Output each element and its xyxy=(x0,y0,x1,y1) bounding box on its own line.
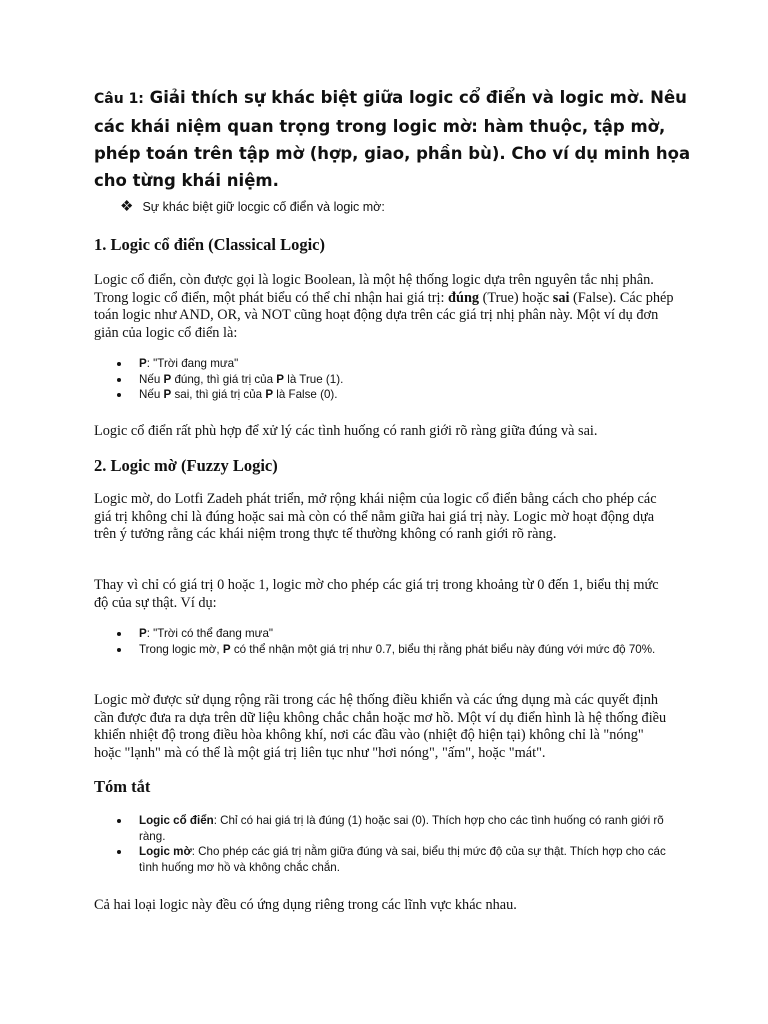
classical-para1-text-a: Logic cổ điển, còn được gọi là logic Boolean, là một hệ thống logic dựa trên nguyên tắc nhị phân. Trong logic cổ điển, một phát biểu có thể chỉ nhận hai giá trị: xyxy=(94,272,654,306)
question-prefix: Câu 1: xyxy=(94,91,144,107)
bullet-text: Nếu xyxy=(139,388,164,401)
list-item xyxy=(94,642,674,658)
classical-para1-text-b: (True) hoặc xyxy=(479,289,553,306)
bullet-text: là False (0). xyxy=(273,388,338,401)
bullet-text: có thể nhận một giá trị như 0.7, biểu thị rằng phát biểu này đúng với mức độ 70%. xyxy=(230,642,656,656)
bullet-bold: P xyxy=(139,627,147,640)
section-title-summary: Tóm tắt xyxy=(94,777,151,796)
classical-paragraph-2: Logic cổ điển rất phù hợp để xử lý các tình huống có ranh giới rõ ràng giữa đúng và sai. xyxy=(94,423,598,439)
bullet-bold: P xyxy=(163,372,172,386)
bullet-bold: Logic cổ điển xyxy=(139,814,214,827)
bullet-text: : Chỉ có hai giá trị là đúng (1) hoặc sai (0). Thích hợp cho các tình huống có ranh giới rõ ràng. xyxy=(139,814,664,843)
bullet-text: : "Trời đang mưa" xyxy=(146,357,239,370)
classical-para1-text-c: (False). Các phép toán logic như AND, OR, và NOT cũng hoạt động dựa trên các giá trị nhị phân này. Một ví dụ đơn giản của logic cổ điển là: xyxy=(94,289,674,341)
fuzzy-paragraph-2: Thay vì chỉ có giá trị 0 hoặc 1, logic mờ cho phép các giá trị trong khoảng từ 0 đến 1, biểu thị mức độ của sự thật. Ví dụ: xyxy=(94,577,659,611)
bullet-text: Trong logic mờ, xyxy=(139,642,223,656)
summary-closing: Cả hai loại logic này đều có ứng dụng riêng trong các lĩnh vực khác nhau. xyxy=(94,897,517,913)
list-item xyxy=(94,626,674,642)
list-item xyxy=(94,372,674,388)
intro-bullet-text: Sự khác biệt giữ locgic cố điển và logic mờ: xyxy=(142,199,385,214)
question-heading xyxy=(94,84,694,194)
true-word: đúng xyxy=(448,289,480,306)
bullet-text: đúng, thì giá trị của xyxy=(171,372,277,386)
bullet-bold: Logic mờ xyxy=(139,845,192,858)
classical-bullet-list xyxy=(94,356,674,403)
classical-paragraph-1 xyxy=(94,272,674,342)
list-item xyxy=(94,387,674,403)
fuzzy-bullet-list xyxy=(94,626,674,657)
bullet-text: Nếu xyxy=(139,372,164,386)
diamond-bullet-icon: ❖ xyxy=(120,198,134,215)
section-title-fuzzy: 2. Logic mờ (Fuzzy Logic) xyxy=(94,456,278,475)
bullet-text: sai, thì giá trị của xyxy=(171,388,266,401)
bullet-bold: P xyxy=(276,372,285,386)
fuzzy-paragraph-1: Logic mờ, do Lotfi Zadeh phát triển, mở rộng khái niệm của logic cổ điển bằng cách cho phép các giá trị không chỉ là đúng hoặc sai mà còn có thể nằm giữa hai giá trị này. Logic mờ hoạt động dựa trên ý tưởng rằng các khái niệm trong thực tế thường không có ranh giới rõ ràng. xyxy=(94,491,657,542)
bullet-bold: P xyxy=(265,388,274,401)
summary-bullet-list xyxy=(94,813,674,875)
fuzzy-paragraph-3: Logic mờ được sử dụng rộng rãi trong các hệ thống điều khiển và các ứng dụng mà các quyết định cần được đưa ra dựa trên dữ liệu không chắc chắn hoặc mơ hồ. Một ví dụ điển hình là hệ thống điều khiển nhiệt độ trong điều hòa không khí, nơi các đầu vào (nhiệt độ hiện tại) không chỉ là "nóng" hoặc "lạnh" mà có thể là một giá trị liên tục như "hơi nóng", "ấm", hoặc "mát". xyxy=(94,692,667,761)
list-item xyxy=(94,356,674,372)
list-item xyxy=(94,813,674,844)
section-title-classical: 1. Logic cổ điển (Classical Logic) xyxy=(94,235,325,254)
intro-bullet xyxy=(120,199,385,214)
bullet-text: là True (1). xyxy=(284,372,344,386)
bullet-bold: P xyxy=(139,357,147,370)
bullet-text: : "Trời có thể đang mưa" xyxy=(146,627,274,640)
bullet-text: : Cho phép các giá trị nằm giữa đúng và sai, biểu thị mức độ của sự thật. Thích hợp cho các tình huống mơ hồ và không chắc chắn. xyxy=(139,845,666,874)
bullet-bold: P xyxy=(222,642,231,656)
bullet-bold: P xyxy=(163,388,172,401)
question-text: Giải thích sự khác biệt giữa logic cổ điển và logic mờ. Nêu các khái niệm quan trọng trong logic mờ: hàm thuộc, tập mờ, phép toán trên tập mờ (hợp, giao, phần bù). Cho ví dụ minh họa cho từng khái niệm. xyxy=(94,88,691,190)
list-item xyxy=(94,844,674,875)
false-word: sai xyxy=(552,289,570,306)
